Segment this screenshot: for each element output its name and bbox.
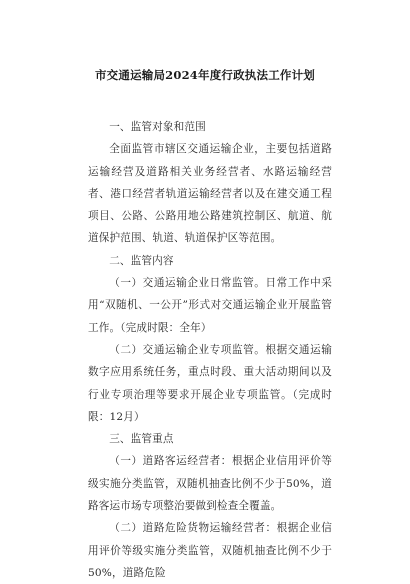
document-title: 市交通运输局2024年度行政执法工作计划 bbox=[94, 68, 315, 82]
paragraph: （二）道路危险货物运输经营者：根据企业信用评价等级实施分类监管，双随机抽查比例不少于50%，道路危险 bbox=[88, 522, 332, 579]
paragraph: （一）交通运输企业日常监管。日常工作中采用“双随机、一公开”形式对交通运输企业开展监管工作。（完成时限：全年） bbox=[88, 277, 332, 334]
section-heading: 三、监管重点 bbox=[109, 433, 174, 446]
document-body bbox=[88, 116, 332, 584]
section-heading: 二、监管内容 bbox=[109, 254, 174, 267]
paragraph: （二）交通运输企业专项监管。根据交通运输数字应用系统任务，重点时段、重大活动期间以及行业专项治理等要求开展企业专项监管。（完成时限：12月） bbox=[88, 343, 332, 423]
paragraph: （一）道路客运经营者：根据企业信用评价等级实施分类监管，双随机抽查比例不少于50%，道路客运市场专项整治要做到检查全覆盖。 bbox=[88, 455, 332, 513]
paragraph: 全面监管市辖区交通运输企业，主要包括道路运输经营及道路相关业务经营者、水路运输经营者、港口经营者轨道运输经营者以及在建交通工程项目、公路、公路用地公路建筑控制区、航道、航道保护范围、轨道、轨道保护区等范围。 bbox=[88, 143, 332, 245]
section-heading: 一、监管对象和范围 bbox=[109, 121, 206, 133]
